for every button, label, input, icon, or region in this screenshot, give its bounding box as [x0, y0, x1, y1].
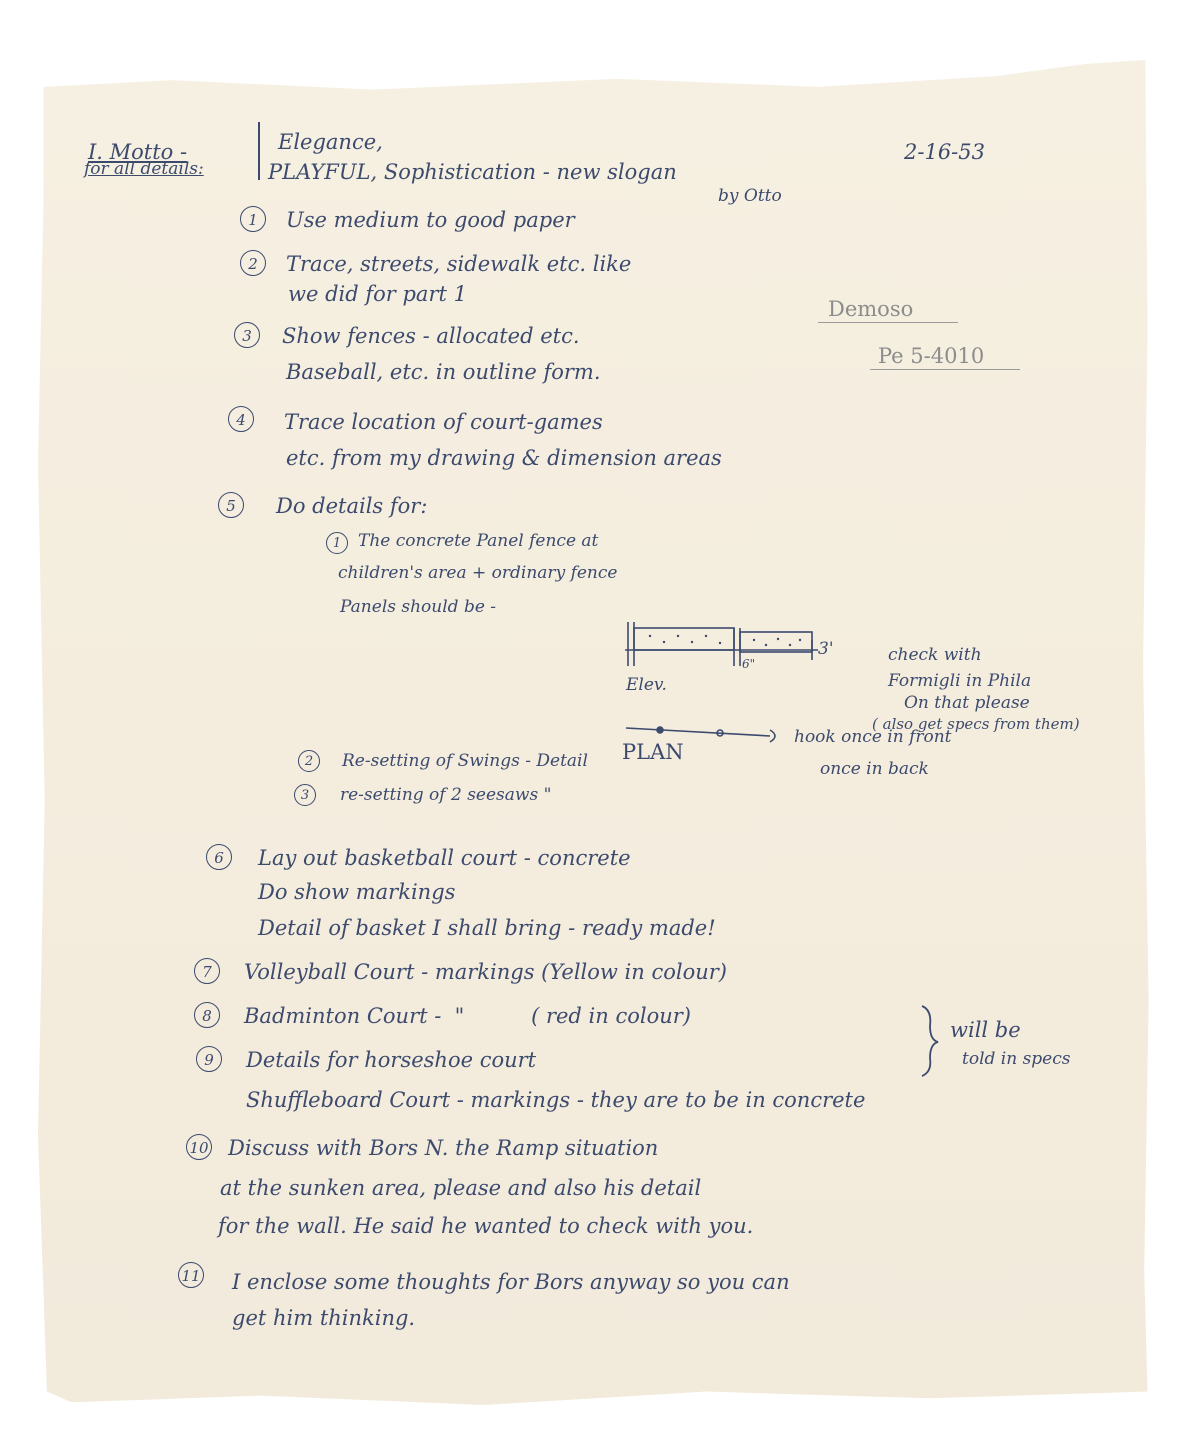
motto-line-3: by Otto [718, 186, 782, 206]
item-9-line-1: Details for horseshoe court [246, 1048, 537, 1072]
item-number: 1 [240, 206, 266, 232]
item-11-line-1: I enclose some thoughts for Bors anyway so you can [232, 1270, 790, 1294]
motto-line-1: Elegance, [278, 130, 383, 154]
sub-item-1-line-2: children's area + ordinary fence [338, 563, 618, 583]
item-number: 3 [234, 322, 260, 348]
motto-subtitle: for all details: [84, 159, 204, 179]
elev-label: Elev. [626, 675, 667, 695]
item-9-line-2: Shuffleboard Court - markings - they are to be in concrete [246, 1088, 866, 1112]
item-number: 7 [194, 958, 220, 984]
motto-label: I. Motto - [88, 140, 188, 164]
pencil-name-note: Demoso [828, 297, 914, 321]
check-note-3: On that please [904, 693, 1030, 713]
sub-item-number: 3 [294, 784, 316, 806]
check-note-1: check with [888, 645, 982, 665]
item-10-line-1: Discuss with Bors N. the Ramp situation [228, 1136, 659, 1160]
hook-note-2: once in back [820, 759, 929, 779]
item-4-line-2: etc. from my drawing & dimension areas [286, 446, 722, 470]
brace-note-1: will be [950, 1018, 1021, 1042]
item-1-line: Use medium to good paper [286, 208, 575, 232]
item-6-line-1: Lay out basketball court - concrete [258, 846, 631, 870]
item-10-line-2: at the sunken area, please and also his detail [220, 1176, 702, 1200]
date: 2-16-53 [904, 140, 985, 164]
item-2-line-1: Trace, streets, sidewalk etc. like [286, 252, 632, 276]
item-2-line-2: we did for part 1 [288, 282, 467, 306]
pencil-phone-note: Pe 5-4010 [878, 344, 985, 368]
check-note-4: ( also get specs from them) [872, 715, 1080, 733]
sub-item-2-line: Re-setting of Swings - Detail [342, 751, 588, 771]
sub-item-number: 2 [298, 750, 320, 772]
dim-width: 6" [742, 657, 756, 671]
motto-line-2: PLAYFUL, Sophistication - new slogan [268, 160, 677, 184]
check-note-2: Formigli in Phila [888, 671, 1032, 691]
item-5-line: Do details for: [276, 494, 428, 518]
item-3-line-2: Baseball, etc. in outline form. [286, 360, 601, 384]
item-number: 4 [228, 406, 254, 432]
sub-item-3-line: re-setting of 2 seesaws " [340, 785, 552, 805]
item-number: 9 [196, 1046, 222, 1072]
item-6-line-2: Do show markings [258, 880, 456, 904]
item-number: 2 [240, 250, 266, 276]
hook-note-1: hook once in front [794, 727, 952, 747]
item-number: 11 [178, 1262, 204, 1288]
item-11-line-2: get him thinking. [232, 1306, 416, 1330]
plan-label: PLAN [622, 740, 684, 764]
dim-height: 3' [818, 639, 834, 659]
item-number: 6 [206, 844, 232, 870]
item-number: 8 [194, 1002, 220, 1028]
item-6-line-3: Detail of basket I shall bring - ready made! [258, 916, 716, 940]
sub-item-1-line-1: The concrete Panel fence at [358, 531, 599, 551]
sub-item-1-line-3: Panels should be - [340, 597, 497, 617]
item-number: 10 [186, 1134, 212, 1160]
item-7-line: Volleyball Court - markings (Yellow in colour) [244, 960, 727, 984]
item-10-line-3: for the wall. He said he wanted to check with you. [218, 1214, 754, 1238]
item-8-line: Badminton Court - " ( red in colour) [244, 1004, 691, 1028]
item-4-line-1: Trace location of court-games [284, 410, 603, 434]
sub-item-number: 1 [326, 532, 348, 554]
item-number: 5 [218, 492, 244, 518]
brace-note-2: told in specs [962, 1049, 1071, 1069]
item-3-line-1: Show fences - allocated etc. [282, 324, 580, 348]
